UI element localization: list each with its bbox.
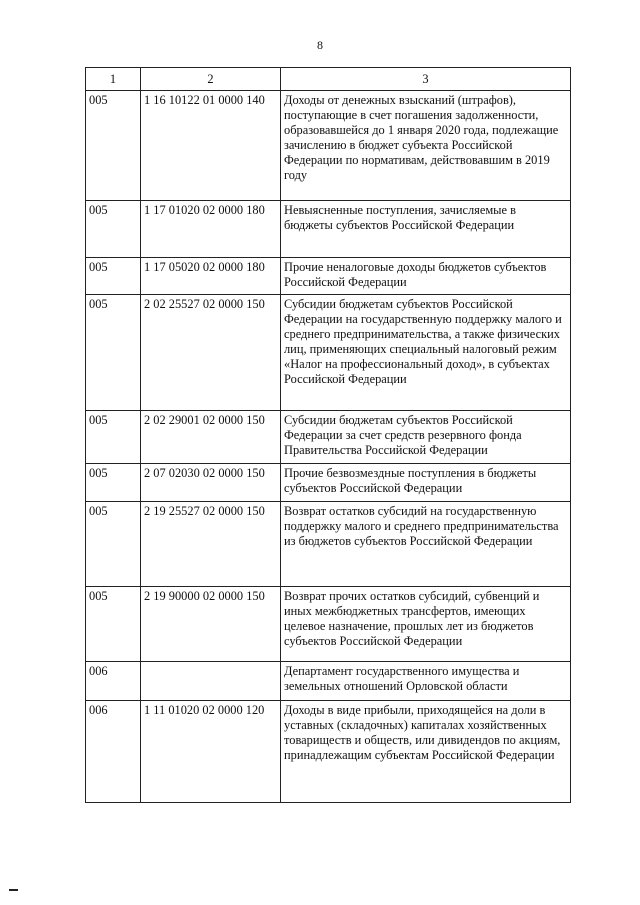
admin-code-cell: 005 bbox=[86, 258, 141, 295]
revenue-codes-table bbox=[85, 67, 571, 803]
budget-code-cell: 1 11 01020 02 0000 120 bbox=[141, 701, 281, 803]
table-row bbox=[86, 295, 571, 411]
admin-code-cell: 005 bbox=[86, 502, 141, 587]
table-row bbox=[86, 411, 571, 464]
admin-code-cell: 005 bbox=[86, 464, 141, 502]
scan-mark bbox=[9, 889, 18, 891]
table-row bbox=[86, 701, 571, 803]
admin-code-cell: 005 bbox=[86, 91, 141, 201]
revenue-name-cell: Субсидии бюджетам субъектов Российской Федерации на государственную поддержку малого и среднего предпринимательства, а также физических лиц, применяющих специальный налоговый режим «Налог на профессиональный доход», в субъектах Российской Федерации bbox=[281, 295, 571, 411]
page-number: 8 bbox=[317, 38, 323, 52]
revenue-name-cell: Возврат остатков субсидий на государственную поддержку малого и среднего предпринимательства из бюджетов субъектов Российской Федерации bbox=[281, 502, 571, 587]
column-header-1: 1 bbox=[86, 68, 141, 91]
budget-code-cell: 1 17 01020 02 0000 180 bbox=[141, 201, 281, 258]
admin-code-cell: 005 bbox=[86, 411, 141, 464]
table-row bbox=[86, 91, 571, 201]
budget-code-cell: 2 02 29001 02 0000 150 bbox=[141, 411, 281, 464]
budget-code-cell: 2 02 25527 02 0000 150 bbox=[141, 295, 281, 411]
table-row bbox=[86, 502, 571, 587]
admin-code-cell: 005 bbox=[86, 587, 141, 662]
budget-code-cell: 1 17 05020 02 0000 180 bbox=[141, 258, 281, 295]
table-row bbox=[86, 662, 571, 701]
table-row bbox=[86, 587, 571, 662]
admin-code-cell: 005 bbox=[86, 295, 141, 411]
admin-code-cell: 006 bbox=[86, 701, 141, 803]
table-row bbox=[86, 258, 571, 295]
column-header-2: 2 bbox=[141, 68, 281, 91]
budget-code-cell bbox=[141, 662, 281, 701]
revenue-name-cell: Доходы в виде прибыли, приходящейся на доли в уставных (складочных) капиталах хозяйственных товариществ и обществ, или дивидендов по акциям, принадлежащим субъектам Российской Федерации bbox=[281, 701, 571, 803]
admin-code-cell: 005 bbox=[86, 201, 141, 258]
column-header-3: 3 bbox=[281, 68, 571, 91]
table-header-row bbox=[86, 68, 571, 91]
revenue-name-cell: Прочие безвозмездные поступления в бюджеты субъектов Российской Федерации bbox=[281, 464, 571, 502]
admin-code-cell: 006 bbox=[86, 662, 141, 701]
revenue-name-cell: Прочие неналоговые доходы бюджетов субъектов Российской Федерации bbox=[281, 258, 571, 295]
revenue-name-cell: Возврат прочих остатков субсидий, субвенций и иных межбюджетных трансфертов, имеющих целевое назначение, прошлых лет из бюджетов субъектов Российской Федерации bbox=[281, 587, 571, 662]
revenue-name-cell: Невыясненные поступления, зачисляемые в бюджеты субъектов Российской Федерации bbox=[281, 201, 571, 258]
revenue-name-cell: Департамент государственного имущества и земельных отношений Орловской области bbox=[281, 662, 571, 701]
budget-code-cell: 2 07 02030 02 0000 150 bbox=[141, 464, 281, 502]
budget-code-cell: 1 16 10122 01 0000 140 bbox=[141, 91, 281, 201]
table-row bbox=[86, 201, 571, 258]
table-row bbox=[86, 464, 571, 502]
budget-code-cell: 2 19 25527 02 0000 150 bbox=[141, 502, 281, 587]
revenue-name-cell: Доходы от денежных взысканий (штрафов), поступающие в счет погашения задолженности, образовавшейся до 1 января 2020 года, подлежащие зачислению в бюджет субъекта Российской Федерации по нормативам, действовавшим в 2019 году bbox=[281, 91, 571, 201]
revenue-name-cell: Субсидии бюджетам субъектов Российской Федерации за счет средств резервного фонда Правительства Российской Федерации bbox=[281, 411, 571, 464]
budget-code-cell: 2 19 90000 02 0000 150 bbox=[141, 587, 281, 662]
